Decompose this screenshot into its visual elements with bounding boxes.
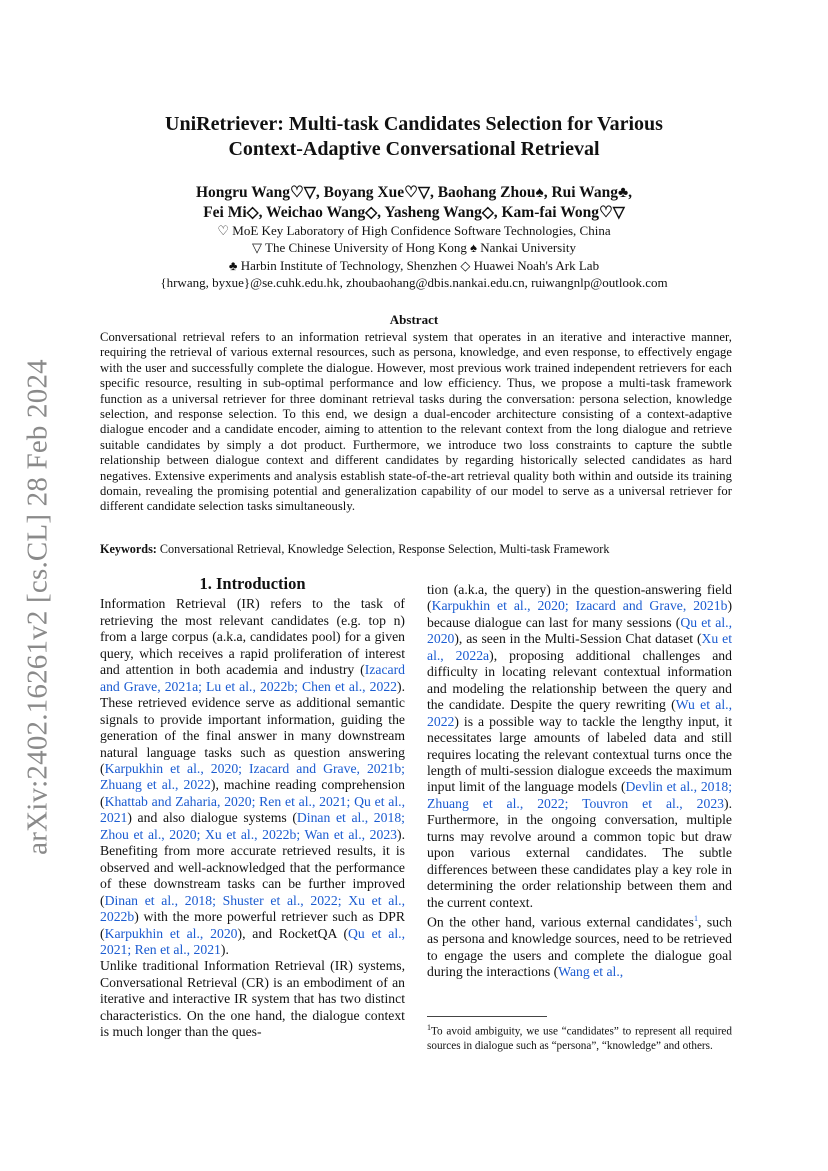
right-column [427, 582, 732, 980]
citation-link[interactable]: Karpukhin et al., 2020; Izacard and Grave, 2021b [431, 598, 728, 614]
citation-link[interactable]: Qu et al., 2020 [427, 614, 732, 647]
citation-link[interactable]: Karpukhin et al., 2020; Izacard and Grave, 2021b; Zhuang et al., 2022 [100, 760, 405, 793]
citation-link[interactable]: Dinan et al., 2018; Shuster et al., 2022; Xu et al., 2022b [100, 892, 405, 925]
citation-link[interactable]: Xu et al., 2022a [427, 631, 732, 663]
footnote-marker[interactable]: 1 [693, 914, 698, 924]
citation-link[interactable]: Khattab and Zaharia, 2020; Ren et al., 2021; Qu et al., 2021 [100, 793, 405, 826]
intro-paragraph-3: tion (a.k.a, the query) in the question-answering field (Karpukhin et al., 2020; Izacard and Grave, 2021b) because dialogue can last for many sessions (Qu et al., 2020), as seen in the Multi-Session Chat dataset (Xu et al., 2022a), proposing additional challenges and difficulty in locating relevant contextual information and modeling the relationship between the query and the candidate. Despite the query rewriting (Wu et al., 2022) is a possible way to tackle the lengthy input, it necessitates large amounts of labeled data and still requires locating the relevant contextual turns once the length of multi-session dialogue exceeds the maximum input limit of the language models (Devlin et al., 2018; Zhuang et al., 2022; Touvron et al., 2023). Furthermore, in the ongoing conversation, multiple turns may revolve around a common topic but draw upon various external candidates. The subtle differences between these candidates play a key role in determining the order relationship between them and the current context. [427, 582, 732, 910]
intro-paragraph-2: Unlike traditional Information Retrieval (IR) systems, Conversational Retrieval (CR) is an embodiment of an iterative and interactive IR system that has two distinct characteristics. On the one hand, the dialogue context is much longer than the ques- [100, 958, 405, 1040]
footnote-text: To avoid ambiguity, we use “candidates” to represent all required sources in dialogue such as “persona”, “knowledge” and others. [427, 1025, 732, 1053]
affiliations [0, 222, 828, 291]
intro-paragraph-1: Information Retrieval (IR) refers to the task of retrieving the most relevant candidates (e.g. top n) from a large corpus (a.k.a, candidates pool) for a given query, which receives a rapid proliferation of interest and attention in both academia and industry (Izacard and Grave, 2021a; Lu et al., 2022b; Chen et al., 2022). These retrieved evidence serve as additional semantic signals to provide important information, guiding the generation of the final answer in many downstream natural language tasks such as question answering (Karpukhin et al., 2020; Izacard and Grave, 2021b; Zhuang et al., 2022), machine reading comprehension (Khattab and Zaharia, 2020; Ren et al., 2021; Qu et al., 2021) and also dialogue systems (Dinan et al., 2018; Zhou et al., 2020; Xu et al., 2022b; Wan et al., 2023). Benefiting from more accurate retrieved results, it is observed and well-acknowledged that the performance of these downstream tasks can be further improved (Dinan et al., 2018; Shuster et al., 2022; Xu et al., 2022b) with the more powerful retriever such as DPR (Karpukhin et al., 2020), and RocketQA (Qu et al., 2021; Ren et al., 2021). [100, 596, 405, 957]
citation-link[interactable]: Wu et al., 2022 [427, 697, 732, 729]
keywords-text: Conversational Retrieval, Knowledge Selection, Response Selection, Multi-task Framework [159, 542, 610, 556]
citation-link[interactable]: Wang et al., [558, 963, 624, 979]
title-line-1: UniRetriever: Multi-task Candidates Selection for Various [165, 113, 663, 135]
citation-link[interactable]: Izacard and Grave, 2021a; Lu et al., 2022b; Chen et al., 2022 [100, 662, 405, 694]
affiliation-2: ▽ The Chinese University of Hong Kong ♠ Nankai University [252, 240, 576, 256]
keywords-label: Keywords: [100, 542, 157, 556]
citation-link[interactable]: Dinan et al., 2018; Zhou et al., 2020; Xu et al., 2022b; Wan et al., 2023 [100, 810, 405, 842]
authors-line-2: Fei Mi◇, Weichao Wang◇, Yasheng Wang◇, Kam-fai Wong♡▽ [203, 204, 625, 221]
author-list [0, 183, 828, 223]
affiliation-1: ♡ MoE Key Laboratory of High Confidence Software Technologies, China [217, 223, 611, 238]
authors-line-1: Hongru Wang♡▽, Boyang Xue♡▽, Baohang Zhou♠, Rui Wang♣, [196, 184, 632, 201]
keywords [100, 542, 740, 557]
citation-link[interactable]: Karpukhin et al., 2020 [104, 925, 238, 941]
arxiv-id-text: arXiv:2402.16261v2 [cs.CL] 28 Feb 2024 [21, 359, 54, 855]
footnote [427, 1021, 732, 1053]
intro-paragraph-4: On the other hand, various external candidates$^1$, such as persona and knowledge sources, need to be retrieved to engage the users and complete the dialogue goal during the interactions (Wang et al., [427, 914, 732, 979]
title-line-2: Context-Adaptive Conversational Retrieval [228, 138, 600, 160]
affiliation-3: ♣ Harbin Institute of Technology, Shenzhen ◇ Huawei Noah's Ark Lab [228, 257, 600, 273]
left-column [100, 576, 405, 1041]
footnote-divider [427, 1016, 547, 1017]
citation-link[interactable]: Devlin et al., 2018; Zhuang et al., 2022; Touvron et al., 2023 [427, 779, 732, 811]
citation-link[interactable]: Qu et al., 2021; Ren et al., 2021 [100, 925, 405, 957]
abstract-heading: Abstract [389, 312, 439, 327]
abstract-text: Conversational retrieval refers to an information retrieval system that operates in an iterative and interactive manner, requiring the retrieval of various external resources, such as persona, knowledge, and even response, to effectively engage with the user and successfully complete the dialogue. However, most previous work trained independent retrievers for each specific resource, resulting in sub-optimal performance and low efficiency. Thus, we propose a multi-task framework function as a universal retriever for three dominant retrieval tasks during the conversation: persona selection, knowledge selection, and response selection. To this end, we design a dual-encoder architecture consisting of a context-adaptive dialogue encoder and a candidate encoder, aiming to attention to the relevant context from the long dialogue and retrieve suitable candidates by simply a dot product. Furthermore, we introduce two loss constraints to capture the subtle relationship between dialogue context and different candidates by regarding historically selected candidates as hard negatives. Extensive experiments and analysis establish state-of-the-art retrieval quality both within and outside its training domain, revealing the promising potential and generalization capability of our model to serve as a universal retriever for different candidate selection tasks simultaneously. [100, 330, 732, 514]
section-heading-introduction: 1. Introduction [199, 574, 306, 593]
paper-title [0, 112, 828, 162]
author-emails: {hrwang, byxue}@se.cuhk.edu.hk, zhoubaohang@dbis.nankai.edu.cn, ruiwangnlp@outlook.com [160, 274, 668, 290]
footnote-number: 1 [427, 1023, 431, 1032]
arxiv-identifier [18, 359, 58, 855]
